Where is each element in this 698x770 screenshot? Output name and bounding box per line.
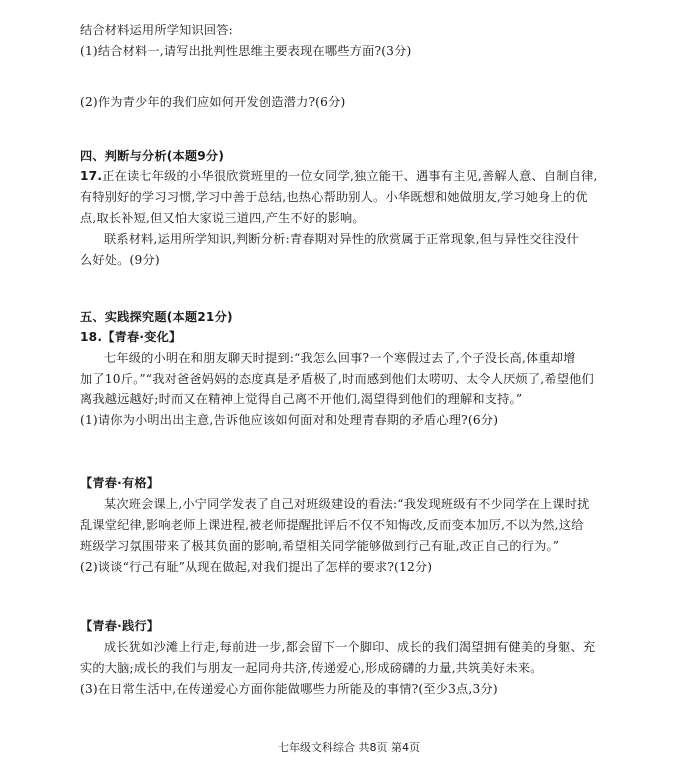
part-2-line-1: 某次班会课上,小宁同学发表了自己对班级建设的看法:“我发现班级有不少同学在上课时扰	[104, 497, 590, 511]
question-17-prompt-line-2: 么好处。(9分)	[80, 253, 160, 267]
part-3-tag: 【青春·践行】	[80, 619, 160, 633]
question-3-2: (2)作为青少年的我们应如何开发创造潜力?(6分)	[80, 95, 346, 109]
part-2-line-2: 乱课堂纪律,影响老师上课进程,被老师提醒批评后不仅不知悔改,反而变本加厉,不以为然,这给	[80, 518, 584, 532]
question-18-number: 18.	[80, 330, 103, 344]
question-17-prompt-line-1: 联系材料,运用所学知识,判断分析:青春期对异性的欣赏属于正常现象,但与异性交往没什	[104, 232, 579, 246]
page-footer: 七年级文科综合 共8页 第4页	[278, 741, 420, 754]
part-1-line-2: 加了10斤。”“我对爸爸妈妈的态度真是矛盾极了,时而感到他们太唠叨、太令人厌烦了,希望他们	[80, 372, 594, 386]
question-17-number: 17.	[80, 169, 103, 183]
part-3-line-1: 成长犹如沙滩上行走,每前进一步,都会留下一个脚印、成长的我们渴望拥有健美的身躯、充	[104, 640, 596, 654]
part-3-line-2: 实的大脑;成长的我们与朋友一起同舟共济,传递爱心,形成磅礴的力量,共筑美好未来。	[80, 661, 543, 675]
question-18-2: (2)谈谈“行己有耻”从现在做起,对我们提出了怎样的要求?(12分)	[80, 560, 433, 574]
question-17-line-3: 点,取长补短,但又怕大家说三道四,产生不好的影响。	[80, 211, 365, 225]
section-4-heading: 四、判断与分析(本题9分)	[80, 149, 225, 163]
question-17-line-1: 17.正在读七年级的小华很欣赏班里的一位女同学,独立能干、遇事有主见,善解人意、自制自律,	[80, 169, 598, 183]
question-3-1: (1)结合材料一,请写出批判性思维主要表现在哪些方面?(3分)	[80, 44, 412, 58]
part-1-line-1: 七年级的小明在和朋友聊天时提到:“我怎么回事?一个寒假过去了,个子没长高,体重却增	[104, 351, 576, 365]
question-17-line-2: 有特别好的学习习惯,学习中善于总结,也热心帮助别人。小华既想和她做朋友,学习她身上的优	[80, 190, 588, 204]
part-1-tag: 【青春·变化】	[102, 330, 182, 344]
part-2-line-3: 班级学习氛围带来了极其负面的影响,希望相关同学能够做到行己有耻,改正自己的行为。”	[80, 539, 560, 553]
part-2-tag: 【青春·有格】	[80, 476, 160, 490]
question-18-1: (1)请你为小明出出主意,告诉他应该如何面对和处理青春期的矛盾心理?(6分)	[80, 413, 499, 427]
material-lead: 结合材料运用所学知识回答:	[80, 23, 233, 37]
question-18-3: (3)在日常生活中,在传递爱心方面你能做哪些力所能及的事情?(至少3点,3分)	[80, 682, 498, 696]
question-18-header	[80, 329, 181, 345]
part-1-line-3: 离我越远越好;时而又在精神上觉得自己离不开他们,渴望得到他们的理解和支持。”	[80, 392, 523, 406]
section-5-heading: 五、实践探究题(本题21分)	[80, 310, 233, 324]
